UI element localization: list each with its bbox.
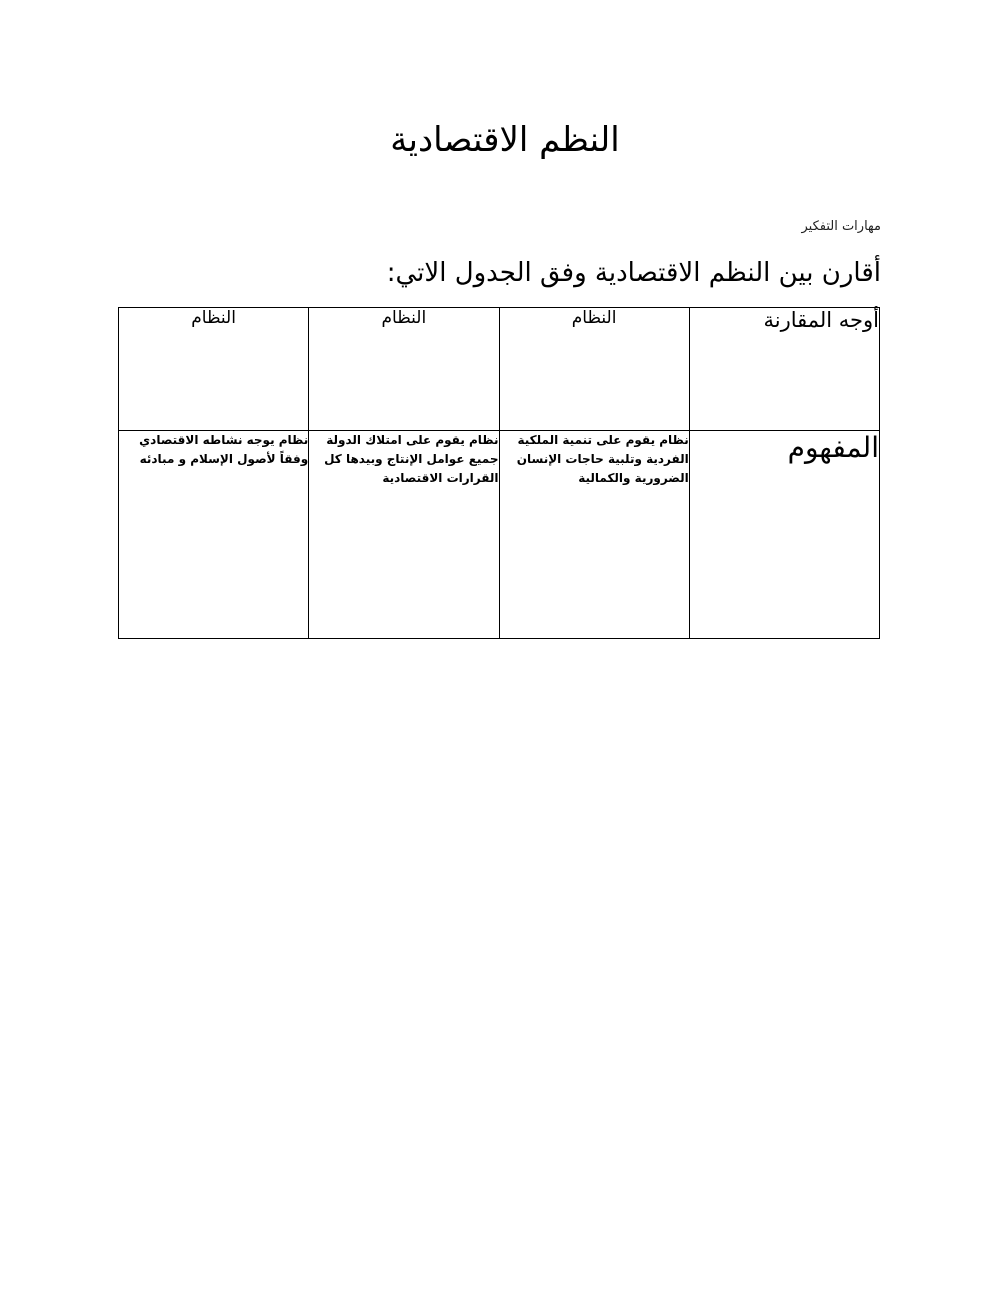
concept-label-cell: المفهوم	[689, 431, 879, 639]
system-header-cell-2: النظام	[309, 308, 499, 431]
system-header-cell-3: النظام	[119, 308, 309, 431]
section-label: مهارات التفكير	[801, 219, 881, 234]
system-header-cell-1: النظام	[499, 308, 689, 431]
table-row-concept	[119, 431, 880, 639]
table-header-row	[119, 308, 880, 431]
aspect-header-cell: أوجه المقارنة	[689, 308, 879, 431]
comparison-table	[118, 307, 880, 639]
concept-cell-1: نظام يقوم على تنمية الملكية الفردية وتلبية حاجات الإنسان الضرورية والكمالية	[499, 431, 689, 639]
instruction-text: أقارن بين النظم الاقتصادية وفق الجدول الاتي:	[386, 258, 881, 288]
concept-cell-3: نظام يوجه نشاطه الاقتصادي وفقاً لأصول الإسلام و مبادئه	[119, 431, 309, 639]
concept-cell-2: نظام يقوم على امتلاك الدولة جميع عوامل الإنتاج وبيدها كل القرارات الاقتصادية	[309, 431, 499, 639]
page-title: النظم الاقتصادية	[390, 120, 620, 160]
